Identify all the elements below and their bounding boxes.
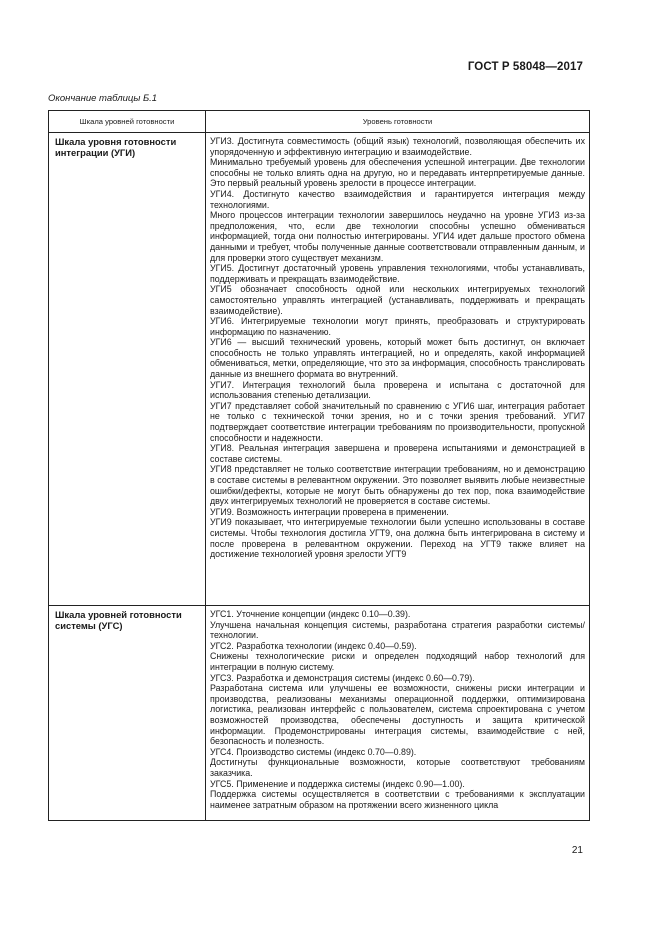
paragraph: УГИ7 представляет собой значительный по сравнению с УГИ6 шаг, интеграция работает не только с технической точки зрения, но и с точки зрения требований. УГИ7 подтверждает соответствие интеграции требованиям по производительности, пропускной способности и надежности. bbox=[210, 400, 585, 443]
paragraph: УГС2. Разработка технологии (индекс 0.40—0.59). bbox=[210, 640, 417, 651]
paragraph: Минимально требуемый уровень для обеспечения успешной интеграции. Две технологии способны не только влиять одна на другую, но и передавать интерпретируемые данные. Это первый реальный уровень зрелости в процессе интеграции. bbox=[210, 157, 585, 189]
table-row bbox=[49, 133, 590, 606]
table-row bbox=[49, 606, 590, 821]
scale-name-cell: Шкала уровня готовности интеграции (УГИ) bbox=[49, 133, 206, 606]
paragraph: Достигнуты функциональные возможности, которые соответствуют требованиям заказчика. bbox=[210, 757, 585, 778]
paragraph: УГИ6. Интегрируемые технологии могут принять, преобразовать и структурировать информацию по назначению. bbox=[210, 316, 585, 337]
paragraph: УГИ8 представляет не только соответствие интеграции требованиям, но и демонстрацию в составе системы в релевантном окружении. Это позволяет выявить любые неизвестные ошибки/дефекты, которые не могут быть обнаружены до тех пор, пока взаимодействие двух интегрируемых технологий не проверяется в составе системы. bbox=[210, 464, 585, 507]
paragraph: УГИ5. Достигнут достаточный уровень управления технологиями, чтобы устанавливать, поддерживать и прекращать взаимодействие. bbox=[210, 263, 585, 284]
paragraph: УГИ6 — высший технический уровень, который может быть достигнут, он включает способность не только управлять интеграцией, но и определять, какой информацией обмениваться, метки, определяющие, что это за информация, способность транслировать данные из внешнего формата во внутренний. bbox=[210, 337, 585, 380]
level-description-cell bbox=[206, 606, 590, 821]
paragraph: УГС5. Применение и поддержка системы (индекс 0.90—1.00). bbox=[210, 778, 465, 789]
readiness-table bbox=[48, 110, 590, 821]
paragraph: УГС3. Разработка и демонстрация системы (индекс 0.60—0.79). bbox=[210, 672, 475, 683]
standard-designation: ГОСТ Р 58048—2017 bbox=[467, 61, 583, 73]
page-number: 21 bbox=[571, 845, 583, 856]
paragraph: УГИ8. Реальная интеграция завершена и проверена испытаниями и демонстрацией в составе системы. bbox=[210, 443, 585, 464]
table-header-row bbox=[49, 111, 590, 133]
paragraph: УГИ7. Интеграция технологий была проверена и испытана с достаточной для использования степенью детализации. bbox=[210, 379, 585, 401]
paragraph: Много процессов интеграции технологии завершилось неудачно на уровне УГИ3 из-за предположения, что, если две технологии способны успешно обмениваться информацией, тогда они полностью интегрированы. УГИ4 идет дальше простого обмена данными и требует, чтобы полученные данные соответствовали отправленным данным, и для проверки этого существует механизм. bbox=[210, 210, 585, 263]
paragraph: Поддержка системы осуществляется в соответствии с требованиями к эксплуатации наименее затратным образом на протяжении всего жизненного цикла bbox=[210, 789, 585, 810]
paragraph: Улучшена начальная концепция системы, разработана стратегия разработки системы/технологии. bbox=[210, 619, 585, 641]
paragraph: УГИ9. Возможность интеграции проверена в применении. bbox=[210, 506, 449, 517]
paragraph: УГИ3. Достигнута совместимость (общий язык) технологий, позволяющая обеспечить их упорядоченную и эффективную интеграцию и взаимодействие. bbox=[210, 136, 585, 157]
paragraph: Разработана система или улучшены ее возможности, снижены риски интеграции и производства, реализованы механизмы операционной поддержки, оптимизирована логистика, реализован интерфейс с пользователем, система спроектирована с учетом возможностей производства, обеспечены доступность и защита критической информации. Продемонстрированы интеграция системы, взаимодействие с ней, безопасность и полезность. bbox=[210, 683, 585, 747]
paragraph: УГИ4. Достигнуто качество взаимодействия и гарантируется интеграция между технологиями. bbox=[210, 188, 585, 210]
level-description-cell bbox=[206, 133, 590, 606]
paragraph: УГС4. Производство системы (индекс 0.70—0.89). bbox=[210, 746, 417, 757]
scale-name-cell: Шкала уровней готовности системы (УГС) bbox=[49, 606, 206, 821]
paragraph: Снижены технологические риски и определен подходящий набор технологий для интеграции в полную систему. bbox=[210, 651, 585, 672]
paragraph: УГИ9 показывает, что интегрируемые технологии были успешно использованы в составе системы. Чтобы технология достигла УГТ9, она должна быть интегрирована в систему и после проверена в релевантном окружении. Переход на УГТ9 также влияет на достижение технологией уровня зрелости УГТ9 bbox=[210, 517, 585, 560]
column-header-scale: Шкала уровней готовности bbox=[49, 111, 206, 133]
paragraph: УГИ5 обозначает способность одной или нескольких интегрируемых технологий самостоятельно управлять интеграцией (устанавливать, поддерживать и прекращать взаимодействие). bbox=[210, 284, 585, 316]
column-header-level: Уровень готовности bbox=[206, 111, 590, 133]
paragraph: УГС1. Уточнение концепции (индекс 0.10—0.39). bbox=[210, 609, 411, 619]
table-caption: Окончание таблицы Б.1 bbox=[48, 93, 158, 104]
